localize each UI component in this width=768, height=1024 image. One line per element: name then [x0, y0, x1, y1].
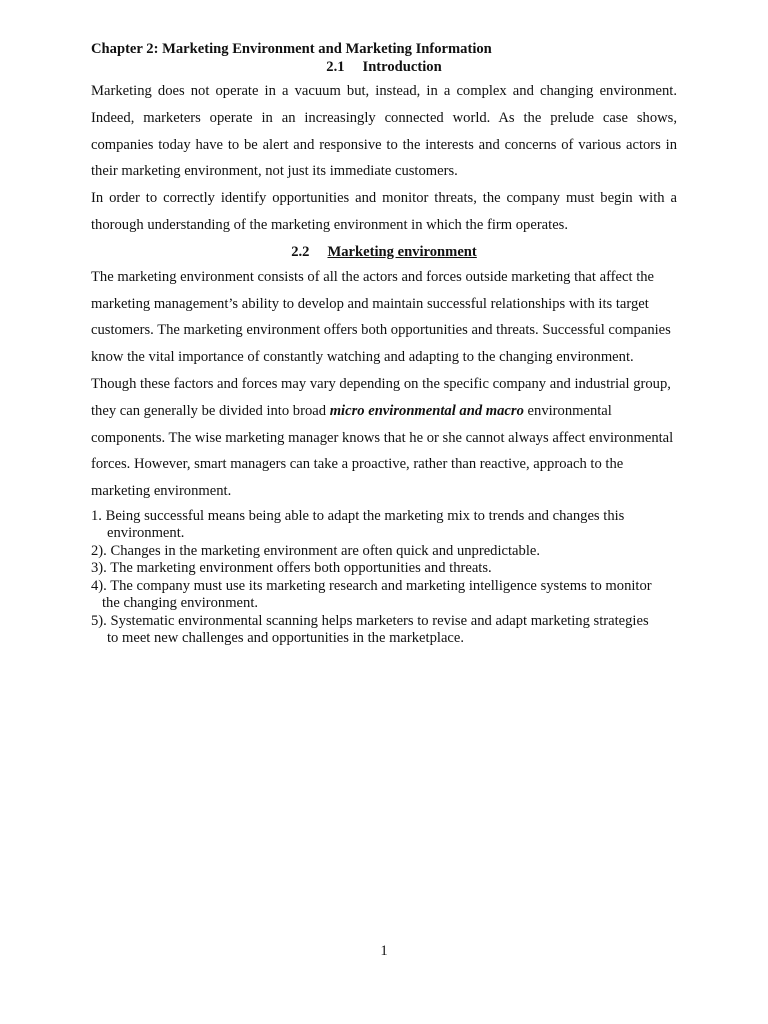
section-number: 2.1: [326, 59, 345, 75]
list-item-text: 2). Changes in the marketing environment are often quick and unpredictable.: [91, 542, 541, 559]
page-number: 1: [380, 943, 388, 959]
environment-paragraph: [91, 264, 677, 505]
section-heading-introduction: [91, 58, 677, 76]
section-title: Marketing environment: [327, 243, 477, 260]
section-title: Introduction: [362, 59, 442, 75]
list-item-text: 3). The marketing environment offers both opportunities and threats.: [91, 560, 492, 577]
chapter-title: Chapter 2: Marketing Environment and Marketing Information: [91, 41, 492, 57]
document-page: [91, 40, 677, 648]
list-item-continuation: environment.: [107, 525, 185, 542]
environment-paragraph-text: The marketing environment consists of all the actors and forces outside marketing that affect the marketing management’s ability to develop and maintain successful relationships with its target customers. The marketing environment offers both opportunities and threats. Successful companies know the vital importance of constantly watching and adapting to the changing environment. Though these factors and forces may vary depending on the specific company and industrial group, they can generally be divided into broad: [91, 268, 671, 419]
intro-paragraph-1: Marketing does not operate in a vacuum but, instead, in a complex and changing environment. Indeed, marketers operate in an increasingly connected world. As the prelude case shows, companies today have to be alert and responsive to the interests and concerns of various actors in their marketing environment, not just its immediate customers.: [91, 83, 677, 180]
points-list: [91, 508, 677, 648]
intro-paragraph-2: In order to correctly identify opportunities and monitor threats, the company must begin with a thorough understanding of the marketing environment in which the firm operates.: [91, 190, 677, 233]
list-item: [91, 560, 677, 578]
list-item: [91, 613, 677, 648]
list-item-continuation: the changing environment.: [102, 595, 259, 612]
list-item-text: 5). Systematic environmental scanning helps marketers to revise and adapt marketing strategies: [91, 612, 649, 629]
list-item: [91, 543, 677, 561]
environment-paragraph-text-cont: environmental components. The wise marketing manager knows that he or she cannot always affect environmental forces. However, smart managers can take a proactive, rather than reactive, approach to the marketing environment.: [91, 402, 674, 500]
list-item-continuation: to meet new challenges and opportunities in the marketplace.: [107, 630, 465, 647]
list-item-text: 1. Being successful means being able to adapt the marketing mix to trends and changes this: [91, 507, 625, 524]
emphasis-text: micro environmental and macro: [329, 402, 524, 419]
list-item-text: 4). The company must use its marketing research and marketing intelligence systems to monitor: [91, 577, 652, 594]
section-heading-marketing-environment: [91, 240, 677, 264]
section-number: 2.2: [291, 243, 310, 260]
list-item: [91, 578, 677, 613]
list-item: [91, 508, 677, 543]
